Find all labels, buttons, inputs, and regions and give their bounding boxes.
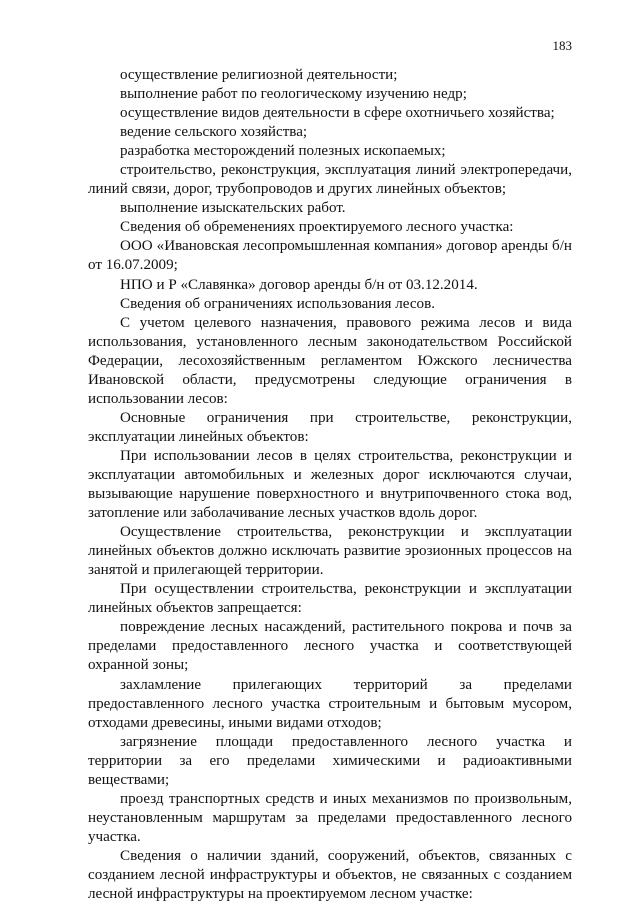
- paragraph: захламление прилегающих территорий за пределами предоставленного лесного участка строительным и бытовым мусором, отходами древесины, иными видами отходов;: [88, 676, 572, 731]
- paragraph: строительство, реконструкция, эксплуатация линий электропередачи, линий связи, дорог, трубопроводов и других линейных объектов;: [88, 162, 572, 198]
- paragraph: ООО «Ивановская лесопромышленная компания» договор аренды б/н от 16.07.2009;: [88, 238, 572, 274]
- paragraph: Сведения об ограничениях использования лесов.: [120, 295, 435, 312]
- paragraph: осуществление видов деятельности в сфере охотничьего хозяйства;: [120, 105, 555, 122]
- paragraph: Основные ограничения при строительстве, реконструкции, эксплуатации линейных объектов:: [88, 409, 572, 445]
- paragraph: выполнение работ по геологическому изучению недр;: [120, 86, 467, 103]
- paragraph: разработка месторождений полезных ископаемых;: [120, 143, 446, 160]
- paragraph: При осуществлении строительства, реконструкции и эксплуатации линейных объектов запрещается:: [88, 581, 572, 617]
- page-number: 183: [552, 38, 572, 53]
- paragraph: загрязнение площади предоставленного лесного участка и территории за его пределами химическими и радиоактивными веществами;: [88, 733, 572, 788]
- paragraph: ведение сельского хозяйства;: [120, 124, 308, 141]
- paragraph: При использовании лесов в целях строительства, реконструкции и эксплуатации автомобильных и железных дорог исключаются случаи, вызывающие нарушение поверхностного и внутрипочвенного стока вод, затопление или заболачивание лесных участков вдоль дорог.: [88, 447, 572, 522]
- paragraph: НПО и Р «Славянка» договор аренды б/н от 03.12.2014.: [120, 276, 478, 293]
- paragraph: С учетом целевого назначения, правового режима лесов и вида использования, установленного лесным законодательством Российской Федерации, лесохозяйственным регламентом Южского лесничества Ивановской области, предусмотрены следующие ограничения в использовании лесов:: [88, 314, 572, 407]
- document-body: [88, 66, 572, 904]
- paragraph: осуществление религиозной деятельности;: [120, 67, 398, 83]
- paragraph: Осуществление строительства, реконструкции и эксплуатации линейных объектов должно исключать развитие эрозионных процессов на занятой и прилегающей территории.: [88, 524, 572, 579]
- paragraph: проезд транспортных средств и иных механизмов по произвольным, неустановленным маршрутам за пределами предоставленного лесного участка.: [88, 790, 572, 845]
- paragraph: Сведения о наличии зданий, сооружений, объектов, связанных с созданием лесной инфраструктуры и объектов, не связанных с созданием лесной инфраструктуры на проектируемом лесном участке:: [88, 847, 572, 903]
- paragraph: повреждение лесных насаждений, растительного покрова и почв за пределами предоставленного лесного участка и соответствующей охранной зоны;: [88, 619, 572, 674]
- paragraph: Сведения об обременениях проектируемого лесного участка:: [120, 219, 514, 236]
- paragraph: выполнение изыскательских работ.: [120, 200, 346, 217]
